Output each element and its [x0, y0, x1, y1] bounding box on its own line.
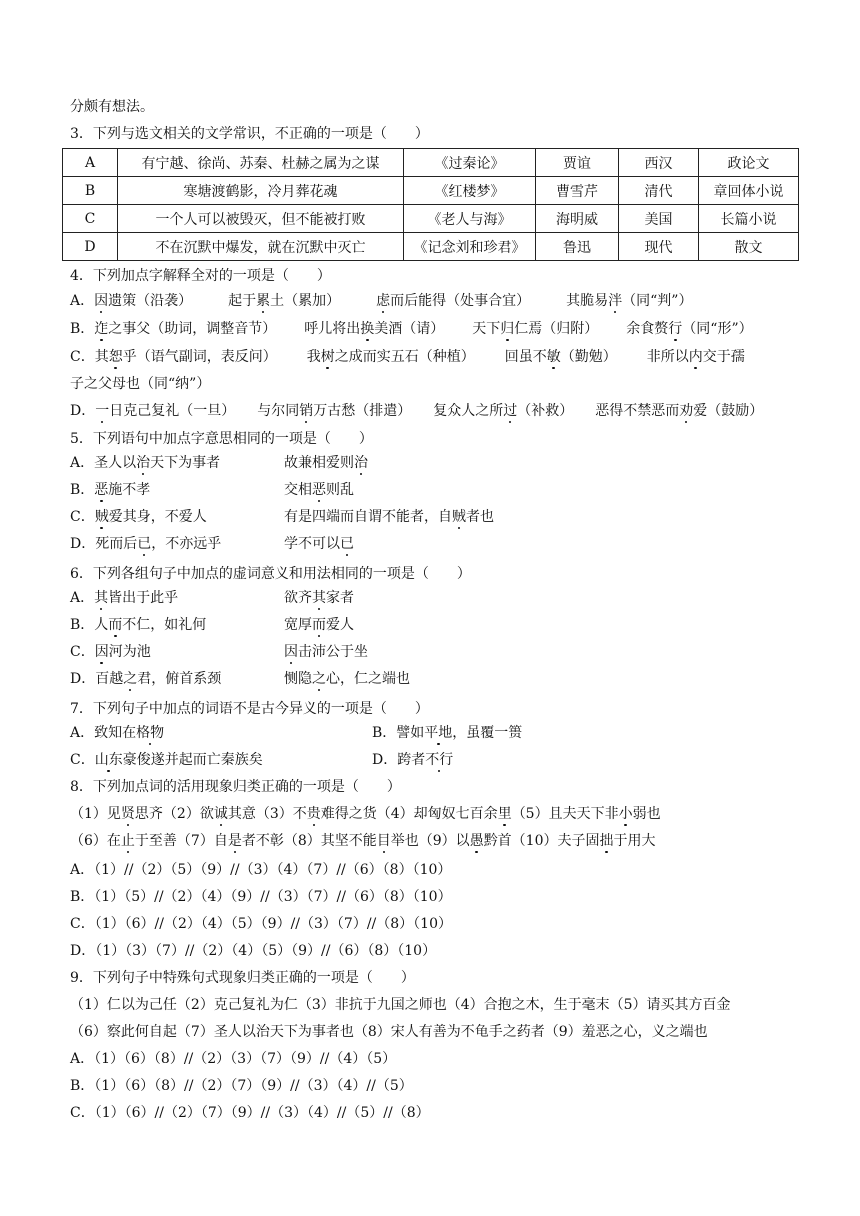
table-row — [63, 149, 799, 177]
table-cell: 清代 — [619, 177, 699, 205]
table-row — [63, 233, 799, 261]
q9-option-c: C．（1）（6）//（2）（7）（9）//（3）（4）//（5）//（8） — [70, 1105, 430, 1121]
q5-option-b-left: B．恶施不孝 — [70, 482, 151, 498]
table-cell: 不在沉默中爆发，就在沉默中灭亡 — [118, 233, 404, 261]
q4-option-c: C．其恕乎（语气副词，表反问） 我树之成而实五石（种植） 回虽不敏（勤勉） 非所以内交于孺 — [70, 349, 745, 365]
literature-table — [62, 148, 799, 261]
table-row — [63, 205, 799, 233]
table-cell: D — [63, 233, 118, 261]
table-cell: 《老人与海》 — [404, 205, 536, 233]
q7-option-d: D．跨者不行 — [372, 752, 454, 768]
q8-option-b: B．（1）（5）//（2）（4）（9）//（3）（7）//（6）（8）（10） — [70, 889, 452, 905]
q9-option-a: A．（1）（6）（8）//（2）（3）（7）（9）//（4）（5） — [70, 1051, 397, 1067]
q6-option-b-right: 宽厚而爱人 — [284, 617, 354, 633]
q5-stem: 5．下列语句中加点字意思相同的一项是（ ） — [70, 431, 373, 447]
table-cell: A — [63, 149, 118, 177]
q6-option-c-right: 因击沛公于坐 — [284, 644, 368, 660]
q5-option-b-right: 交相恶则乱 — [284, 482, 354, 498]
table-cell: 贾谊 — [536, 149, 619, 177]
top-fragment: 分颇有想法。 — [70, 99, 154, 115]
q4-option-d: D．一日克己复礼（一旦） 与尔同销万古愁（排遣） 复众人之所过（补救） 恶得不禁恶而劝爱（鼓励） — [70, 403, 764, 419]
q5-option-d-right: 学不可以已 — [284, 536, 354, 552]
table-cell: 寒塘渡鹤影，冷月葬花魂 — [118, 177, 404, 205]
table-row — [63, 177, 799, 205]
q7-option-b: B．譬如平地，虽覆一篑 — [372, 725, 523, 741]
table-cell: 海明威 — [536, 205, 619, 233]
q7-stem: 7．下列句子中加点的词语不是古今异义的一项是（ ） — [70, 701, 429, 717]
q7-option-a: A．致知在格物 — [70, 725, 165, 741]
q8-items-line2: （6）在止于至善（7）自是者不彰（8）其坚不能目举也（9）以愚黔首（10）夫子固拙于用大 — [70, 833, 656, 849]
table-cell: 章回体小说 — [699, 177, 799, 205]
q9-items-line2: （6）察此何自起（7）圣人以治天下为事者也（8）宋人有善为不龟手之药者（9）羞恶之心，义之端也 — [70, 1024, 708, 1040]
table-cell: 《红楼梦》 — [404, 177, 536, 205]
table-cell: 西汉 — [619, 149, 699, 177]
q5-option-c-left: C．贼爱其身，不爱人 — [70, 509, 207, 525]
table-cell: 美国 — [619, 205, 699, 233]
q4-option-b: B．迮之事父（助词，调整音节） 呼儿将出换美酒（请） 天下归仁焉（归附） 余食赘行（同“形”） — [70, 321, 753, 337]
table-cell: 《记念刘和珍君》 — [404, 233, 536, 261]
q5-option-c-right: 有是四端而自谓不能者，自贼者也 — [284, 509, 494, 525]
q8-option-d: D．（1）（3）（7）//（2）（4）（5）（9）//（6）（8）（10） — [70, 943, 437, 959]
q9-option-b: B．（1）（6）（8）//（2）（7）（9）//（3）（4）//（5） — [70, 1078, 413, 1094]
q8-items-line1: （1）见贤思齐（2）欲诚其意（3）不贵难得之货（4）却匈奴七百余里（5）且夫天下非小弱也 — [70, 806, 661, 822]
table-cell: 有宁越、徐尚、苏秦、杜赫之属为之谋 — [118, 149, 404, 177]
q5-option-d-left: D．死而后已，不亦远乎 — [70, 536, 222, 552]
q4-option-a: A．因遗策（沿袭） 起于累土（累加） 虑而后能得（处事合宜） 其脆易泮（同“判”） — [70, 293, 693, 309]
table-cell: C — [63, 205, 118, 233]
q6-option-c-left: C．因河为池 — [70, 644, 151, 660]
q6-option-a-right: 欲齐其家者 — [284, 590, 354, 606]
q9-items-line1: （1）仁以为己任（2）克己复礼为仁（3）非抗于九国之师也（4）合抱之木，生于毫末（5）请买其方百金 — [70, 997, 731, 1013]
q6-option-b-left: B．人而不仁，如礼何 — [70, 617, 207, 633]
table-cell: 曹雪芹 — [536, 177, 619, 205]
q8-option-a: A．（1）//（2）（5）（9）//（3）（4）（7）//（6）（8）（10） — [70, 862, 452, 878]
q6-option-d-right: 恻隐之心，仁之端也 — [284, 671, 410, 687]
q6-option-d-left: D．百越之君，俯首系颈 — [70, 671, 222, 687]
table-cell: 政论文 — [699, 149, 799, 177]
q4-option-c-cont: 子之父母也（同“纳”） — [70, 376, 211, 392]
q4-stem: 4．下列加点字解释全对的一项是（ ） — [70, 268, 331, 284]
table-cell: 《过秦论》 — [404, 149, 536, 177]
q3-stem: 3．下列与选文相关的文学常识，不正确的一项是（ ） — [70, 126, 429, 142]
table-cell: 散文 — [699, 233, 799, 261]
q7-option-c: C．山东豪俊遂并起而亡秦族矣 — [70, 752, 263, 768]
q9-stem: 9．下列句子中特殊句式现象归类正确的一项是（ ） — [70, 970, 415, 986]
table-cell: 长篇小说 — [699, 205, 799, 233]
table-cell: 现代 — [619, 233, 699, 261]
q6-stem: 6．下列各组句子中加点的虚词意义和用法相同的一项是（ ） — [70, 566, 471, 582]
table-cell: B — [63, 177, 118, 205]
table-cell: 一个人可以被毁灭，但不能被打败 — [118, 205, 404, 233]
q5-option-a-left: A．圣人以治天下为事者 — [70, 455, 221, 471]
q8-stem: 8．下列加点词的活用现象归类正确的一项是（ ） — [70, 779, 401, 795]
table-cell: 鲁迅 — [536, 233, 619, 261]
q6-option-a-left: A．其皆出于此乎 — [70, 590, 179, 606]
q8-option-c: C．（1）（6）//（2）（4）（5）（9）//（3）（7）//（8）（10） — [70, 916, 452, 932]
q5-option-a-right: 故兼相爱则治 — [284, 455, 368, 471]
